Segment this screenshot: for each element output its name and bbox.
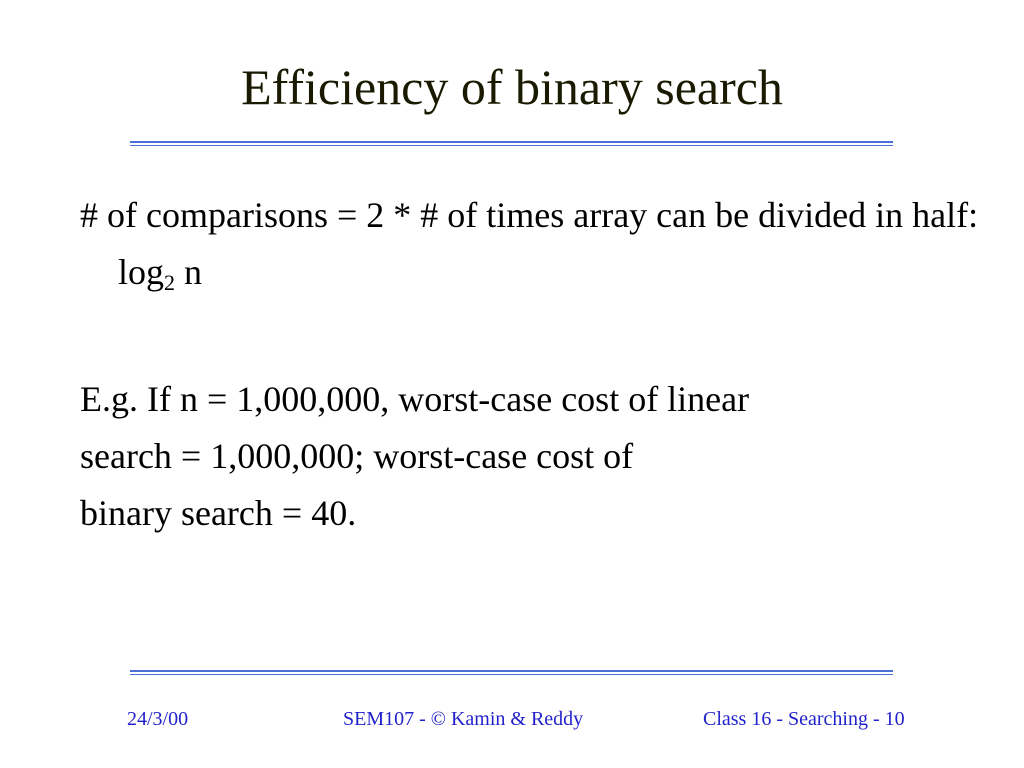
- bullet-example-line-2: search = 1,000,000; worst-case cost of: [80, 436, 634, 476]
- log-base-subscript: 2: [164, 270, 176, 295]
- bullet-comparisons: [80, 187, 988, 301]
- footer-divider: [130, 670, 893, 675]
- bullet-example-line-3: binary search = 40.: [80, 493, 357, 533]
- footer-course: SEM107 - © Kamin & Reddy: [343, 708, 584, 730]
- footer-class-info: Class 16 - Searching - 10: [703, 708, 905, 730]
- bullet-example: [80, 371, 988, 542]
- bullet-comparisons-text: # of comparisons = 2 * # of times array can be divided in half: log: [80, 195, 979, 292]
- footer-date: 24/3/00: [127, 708, 189, 730]
- slide-title: Efficiency of binary search: [241, 59, 783, 115]
- bullet-example-line-1: E.g. If n = 1,000,000, worst-case cost of linear: [80, 379, 750, 419]
- title-divider: [130, 141, 893, 146]
- bullet-comparisons-tail: n: [175, 252, 203, 292]
